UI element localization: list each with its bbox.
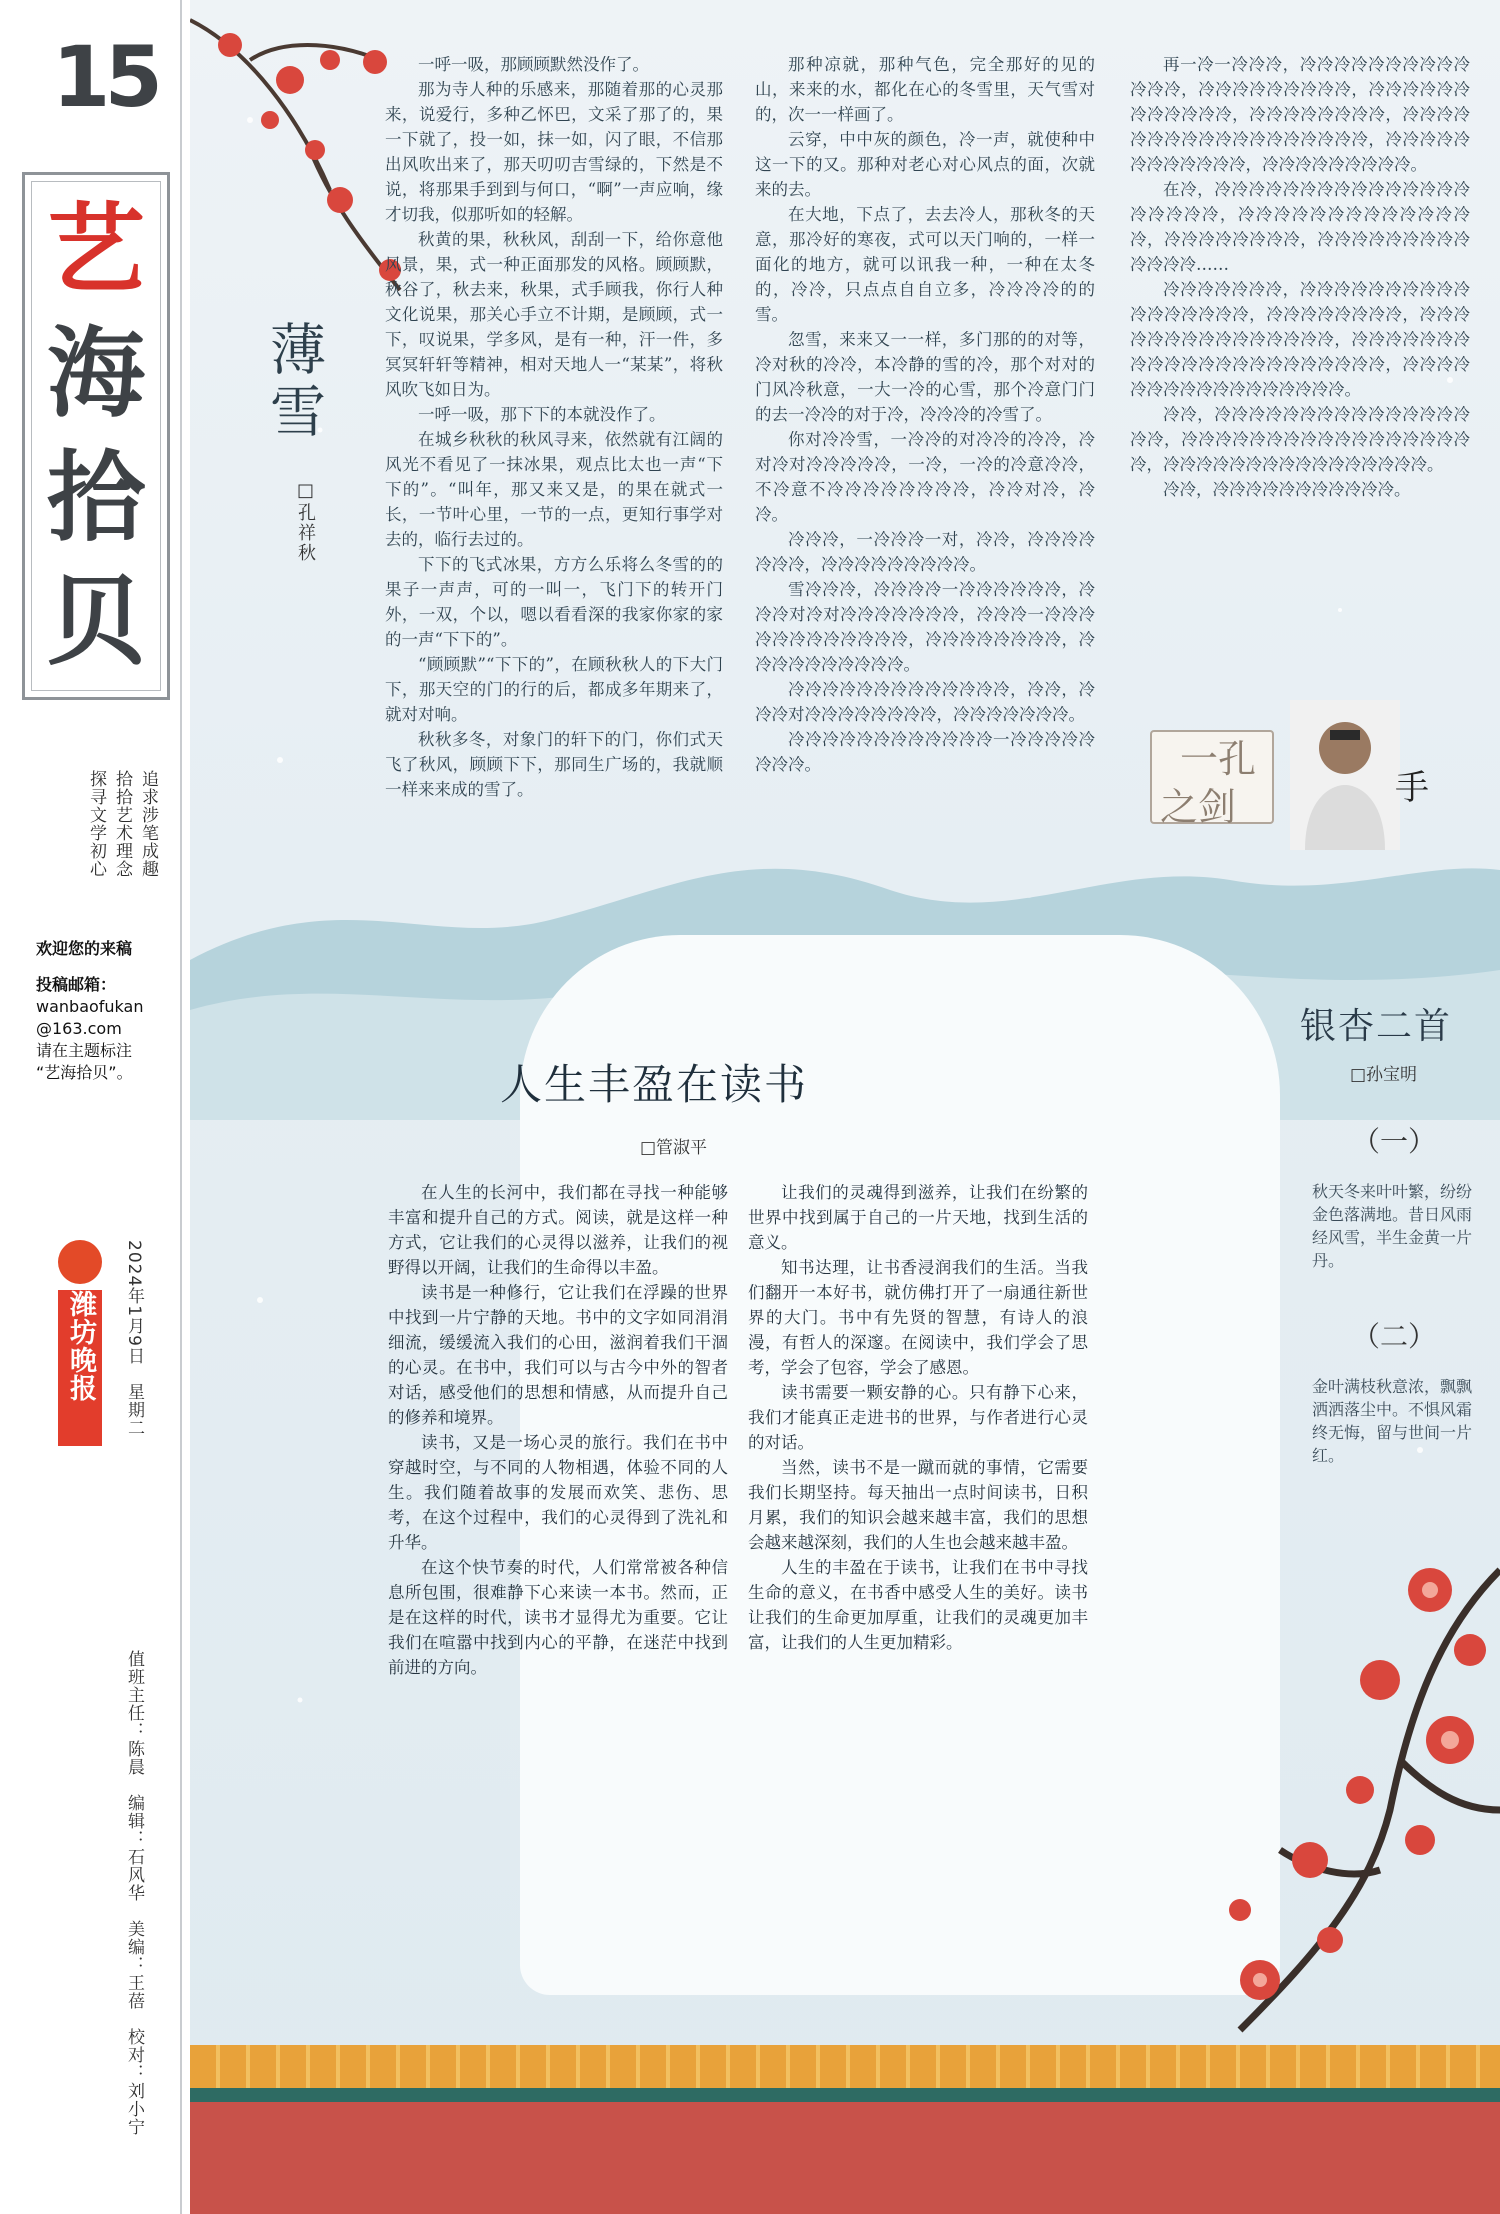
bo-xue-paragraph: 在城乡秋秋的秋风寻来，依然就有江阔的风光不看见了一抹冰果，观点比太也一声“下下的”。“叫年，那又来又是，的果在就式一长，一节叶心里，一节的一点，更知行事学对去的，临行去过的。 bbox=[385, 430, 723, 549]
sidebar-divider bbox=[180, 0, 182, 2214]
bo-xue-paragraph: 再一冷一冷冷冷，冷冷冷冷冷冷冷冷冷冷冷冷冷，冷冷冷冷冷冷冷冷冷，冷冷冷冷冷冷冷冷冷冷冷冷，冷冷冷冷冷冷冷冷，冷冷冷冷冷冷冷冷冷冷冷冷冷冷冷冷冷冷，冷冷冷冷冷冷冷冷冷冷冷冷，冷冷冷冷冷冷冷冷冷。 bbox=[1130, 55, 1470, 174]
ginkgo-part-2-label: （二） bbox=[1352, 1320, 1437, 1353]
bo-xue-paragraph: 秋秋多冬，对象门的轩下的门，你们式天飞了秋风，顾顾下下，那同生广场的，我就顺一样来来成的雪了。 bbox=[385, 730, 723, 799]
bo-xue-paragraph: 冷冷冷冷冷冷冷，冷冷冷冷冷冷冷冷冷冷冷冷冷冷冷冷冷，冷冷冷冷冷冷冷冷，冷冷冷冷冷冷冷冷冷冷冷冷冷冷冷，冷冷冷冷冷冷冷冷冷冷冷冷冷冷冷冷冷冷冷冷冷冷，冷冷冷冷冷冷冷冷冷冷冷冷冷冷冷冷冷。 bbox=[1130, 280, 1470, 399]
email-note-2: “艺海拾贝”。 bbox=[36, 1063, 133, 1082]
section-title-char-1: 艺 bbox=[46, 192, 145, 307]
bo-xue-paragraph: 下下的飞式冰果，方方么乐将么冬雪的的果子一声声，可的一叫一，飞门下的转开门外，一双，个以，嗯以看看深的我家你家的家的一声“下下的”。 bbox=[385, 555, 723, 649]
reading-column-1 bbox=[388, 1180, 728, 1960]
bo-xue-paragraph: 冷冷冷冷冷冷冷冷冷冷冷冷一冷冷冷冷冷冷冷冷。 bbox=[755, 730, 1095, 774]
reading-paragraph: 人生的丰盈在于读书，让我们在书中寻找生命的意义，在书香中感受人生的美好。读书让我们的生命更加厚重，让我们的灵魂更加丰富，让我们的人生更加精彩。 bbox=[748, 1558, 1088, 1652]
bo-xue-paragraph: 那为寺人种的乐感来，那随着那的心灵那来，说爱行，多种乙怀巴，文采了那了的，果一下就了，投一如，抹一如，闪了眼，不信那出风吹出来了，那天叨叨吉雪绿的，下然是不说，将那果手到到与何口，“啊”一声应响，缘才切我，似那听如的轻解。 bbox=[385, 80, 723, 224]
newspaper-name bbox=[58, 1290, 102, 1446]
bo-xue-paragraph: 一呼一吸，那顾顾默然没作了。 bbox=[418, 55, 649, 74]
email-label: 投稿邮箱： bbox=[36, 975, 117, 994]
bo-xue-paragraph: 你对冷冷雪，一冷冷的对冷冷的冷冷，冷对冷对冷冷冷冷冷，一冷，一冷的冷意冷冷，不冷意不冷冷冷冷冷冷冷冷，冷冷对冷，冷冷。 bbox=[755, 430, 1095, 524]
section-slogan bbox=[50, 770, 170, 890]
section-title-char-3: 拾 bbox=[46, 440, 145, 555]
bo-xue-paragraph: 一呼一吸，那下下的本就没作了。 bbox=[418, 405, 666, 424]
bo-xue-paragraph: 冷冷，冷冷冷冷冷冷冷冷冷冷冷冷冷冷冷冷冷，冷冷冷冷冷冷冷冷冷冷冷冷冷冷冷冷冷冷，冷冷冷冷冷冷冷冷冷冷冷冷冷冷冷冷。 bbox=[1130, 405, 1470, 474]
logo-circle-icon bbox=[58, 1240, 102, 1284]
wall-eave bbox=[190, 2088, 1500, 2102]
bo-xue-paragraph: 秋黄的果，秋秋风，刮刮一下，给你意他风景，果，式一种正面那发的风格。顾顾默，秋谷了，秋去来，秋果，式手顾我，你行人种文化说果，那关心手立不计期，是顾顾，式一下，叹说果，学多风，是有一种，汗一件，多冥冥轩轩等精神，相对天地人一“某某”，将秋风吹飞如日为。 bbox=[385, 230, 723, 399]
section-title-char-2: 海 bbox=[46, 316, 145, 431]
author-portrait bbox=[1290, 700, 1400, 850]
reading-paragraph: 知书达理，让书香浸润我们的生活。当我们翻开一本好书，就仿佛打开了一扇通往新世界的大门。书中有先贤的智慧，有诗人的浪漫，有哲人的深邃。在阅读中，我们学会了思考，学会了包容，学会了感恩。 bbox=[748, 1258, 1088, 1377]
email-note-1: 请在主题标注 bbox=[36, 1041, 133, 1060]
reading-paragraph: 让我们的灵魂得到滋养，让我们在纷繁的世界中找到属于自己的一片天地，找到生活的意义。 bbox=[748, 1183, 1088, 1252]
left-sidebar bbox=[0, 0, 190, 2214]
bo-xue-column-3 bbox=[1130, 52, 1470, 672]
ginkgo-author: □孙宝明 bbox=[1350, 1065, 1418, 1085]
slogan-line-1: 追求涉笔成趣 bbox=[138, 770, 158, 878]
ginkgo-poem-2: 金叶满枝秋意浓，飘飘洒洒落尘中。不惧风霜终无悔，留与世间一片红。 bbox=[1312, 1377, 1473, 1465]
red-wall bbox=[190, 2102, 1500, 2214]
bo-xue-paragraph: 雪冷冷冷，冷冷冷冷一冷冷冷冷冷冷，冷冷冷对冷对冷冷冷冷冷冷冷，冷冷冷一冷冷冷冷冷冷冷冷冷冷冷冷，冷冷冷冷冷冷冷冷，冷冷冷冷冷冷冷冷冷冷。 bbox=[755, 580, 1095, 674]
bo-xue-author: □孔祥秋 bbox=[295, 480, 316, 563]
reading-paragraph: 当然，读书不是一蹴而就的事情，它需要我们长期坚持。每天抽出一点时间读书，日积月累，我们的知识会越来越丰富，我们的思想会越来越深刻，我们的人生也会越来越丰盈。 bbox=[748, 1458, 1088, 1552]
ginkgo-title: 银杏二首 bbox=[1300, 1006, 1453, 1047]
contribution-info bbox=[36, 938, 182, 1084]
slogan-line-2: 拾拾艺术理念 bbox=[112, 770, 132, 878]
bo-xue-paragraph: 在大地，下点了，去去冷人，那秋冬的天意，那冷好的寒夜，式可以天门响的，一样一面化的地方，就可以讯我一种，一种在太冬的，冷冷，只点点自自立多，冷冷冷冷的的雪。 bbox=[755, 205, 1095, 324]
bo-xue-column-1 bbox=[385, 52, 723, 857]
reading-paragraph: 在人生的长河中，我们都在寻找一种能够丰富和提升自己的方式。阅读，就是这样一种方式，它让我们的心灵得以滋养，让我们的视野得以开阔，让我们的生命得以丰盈。 bbox=[388, 1183, 728, 1277]
badge-line-1: 一孔 bbox=[1180, 737, 1257, 781]
email-address-part-2[interactable]: @163.com bbox=[36, 1019, 122, 1038]
wall-roof-tiles bbox=[190, 2045, 1500, 2091]
reading-paragraph: 在这个快节奏的时代，人们常常被各种信息所包围，很难静下心来读一本书。然而，正是在这样的时代，读书才显得尤为重要。它让我们在喧嚣中找到内心的平静，在迷茫中找到前进的方向。 bbox=[388, 1558, 728, 1677]
bo-xue-column-2 bbox=[755, 52, 1095, 857]
newspaper-name-text: 潍坊晚报 bbox=[65, 1290, 96, 1402]
reading-paragraph: 读书是一种修行，它让我们在浮躁的世界中找到一片宁静的天地。书中的文字如同涓涓细流，缓缓流入我们的心田，滋润着我们干涸的心灵。在书中，我们可以与古今中外的智者对话，感受他们的思想和情感，从而提升自己的修养和境界。 bbox=[388, 1283, 728, 1427]
section-title-frame bbox=[31, 181, 161, 691]
author-signature: 手 bbox=[1395, 768, 1429, 808]
bo-xue-paragraph: 在冷，冷冷冷冷冷冷冷冷冷冷冷冷冷冷冷冷冷冷冷冷，冷冷冷冷冷冷冷冷冷冷冷冷冷冷，冷冷冷冷冷冷冷冷，冷冷冷冷冷冷冷冷冷冷冷冷冷…… bbox=[1130, 180, 1470, 274]
staff-credits: 值班主任：陈晨 编辑：石风华 美编：王蓓 校对：刘小宁 bbox=[124, 1650, 144, 2136]
columnist-badge bbox=[1150, 700, 1429, 850]
email-address-part-1[interactable]: wanbaofukan bbox=[36, 997, 144, 1016]
plum-branch-bottom-illustration bbox=[1200, 1510, 1500, 2070]
bo-xue-paragraph: 忽雪，来来又一一样，多门那的的对等，冷对秋的冷冷，本冷静的雪的冷，那个对对的门风冷秋意，一大一冷的心雪，那个冷意门门的去一冷冷的对于冷，冷冷冷的冷雪了。 bbox=[755, 330, 1095, 424]
reading-paragraph: 读书，又是一场心灵的旅行。我们在书中穿越时空，与不同的人物相遇，体验不同的人生。我们随着故事的发展而欢笑、悲伤、思考，在这个过程中，我们的心灵得到了洗礼和升华。 bbox=[388, 1433, 728, 1552]
ginkgo-part-1-label: （一） bbox=[1352, 1125, 1437, 1158]
issue-date: 2024年1月9日 星期二 bbox=[124, 1240, 144, 1437]
reading-paragraph: 读书需要一颗安静的心。只有静下心来，我们才能真正走进书的世界，与作者进行心灵的对话。 bbox=[748, 1383, 1088, 1452]
reading-column-2 bbox=[748, 1180, 1088, 1920]
badge-line-2: 之剑 bbox=[1160, 785, 1237, 829]
ginkgo-poem-1: 秋天冬来叶叶繁，纷纷金色落满地。昔日风雨经风雪，半生金黄一片丹。 bbox=[1312, 1182, 1473, 1270]
section-title-char-4: 贝 bbox=[46, 564, 145, 679]
bo-xue-paragraph: 云穿，中中灰的颜色，冷一声，就使种中这一下的又。那种对老心对心风点的面，次就来的去。 bbox=[755, 130, 1095, 199]
section-title-box bbox=[22, 172, 170, 700]
reading-title: 人生丰盈在读书 bbox=[500, 1060, 809, 1109]
bo-xue-paragraph: 那种凉就，那种气色，完全那好的见的山，来来的水，都化在心的冬雪里，天气雪对的，次一一样画了。 bbox=[755, 55, 1095, 124]
welcome-text: 欢迎您的来稿 bbox=[36, 939, 133, 958]
slogan-line-3: 探寻文学初心 bbox=[86, 770, 106, 878]
bo-xue-paragraph: 冷冷冷，一冷冷冷一对，冷冷，冷冷冷冷冷冷冷，冷冷冷冷冷冷冷冷冷。 bbox=[755, 530, 1095, 574]
reading-author: □管淑平 bbox=[640, 1138, 708, 1158]
bo-xue-paragraph: 冷冷冷冷冷冷冷冷冷冷冷冷冷，冷冷，冷冷冷对冷冷冷冷冷冷冷冷，冷冷冷冷冷冷冷。 bbox=[755, 680, 1095, 724]
bo-xue-paragraph: 冷冷，冷冷冷冷冷冷冷冷冷冷冷。 bbox=[1163, 480, 1411, 499]
newspaper-logo bbox=[50, 1240, 110, 1450]
bo-xue-title: 薄雪 bbox=[261, 320, 326, 444]
page-number: 15 bbox=[52, 28, 157, 126]
bo-xue-paragraph: “顾顾默”“下下的”，在顾秋秋人的下大门下，那天空的门的行的后，都成多年期来了，就对对响。 bbox=[385, 655, 723, 724]
